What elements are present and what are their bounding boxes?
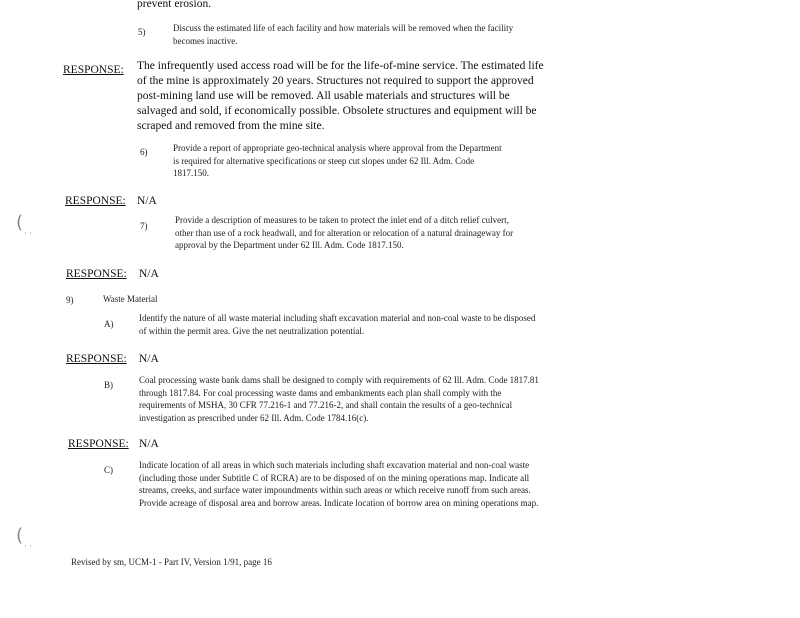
response-text-2: N/A <box>137 195 157 207</box>
item-a-text: Identify the nature of all waste material including shaft excavation material and non-coal waste to be disposed of within the permit area. Give the net neutralization potential. <box>139 313 536 336</box>
item-b-number: B) <box>104 380 113 390</box>
binder-hole-dots-lower: · · <box>24 542 32 551</box>
item-6-text: Provide a report of appropriate geo-technical analysis where approval from the Department is required for alternative specifications or steep cut slopes under 62 Ill. Adm. Code 1817.150. <box>173 143 502 178</box>
section-9-title: Waste Material <box>103 294 158 304</box>
response-text-4: N/A <box>139 353 159 365</box>
response-label-2: RESPONSE: <box>65 195 126 207</box>
item-c-number: C) <box>104 465 113 475</box>
response-text-1: The infrequently used access road will be for the life-of-mine service. The estimated life of the mine is approximately 20 years. Structures not required to support the approved post-mining land use will be removed. All usable materials and structures will be salvaged and sold, if economically possible. Obsolete structures and equipment will be scraped and removed from the mine site. <box>137 60 544 132</box>
binder-hole-mark-upper: ( <box>16 212 24 233</box>
section-9-number: 9) <box>66 295 74 305</box>
response-label-4: RESPONSE: <box>66 353 127 365</box>
binder-hole-dots-upper: · · <box>24 229 32 238</box>
item-5-text: Discuss the estimated life of each facility and how materials will be removed when the facility becomes inactive. <box>173 23 514 46</box>
response-label-3: RESPONSE: <box>66 268 127 280</box>
response-text-5: N/A <box>139 438 159 450</box>
response-label-5: RESPONSE: <box>68 438 129 450</box>
item-7-number: 7) <box>140 221 148 231</box>
binder-hole-mark-lower: ( <box>16 525 24 546</box>
item-7-text: Provide a description of measures to be taken to protect the inlet end of a ditch relief culvert, other than use of a rock headwall, and for alteration or relocation of a natural drainageway for approval by the Department under 62 Ill. Adm. Code 1817.150. <box>175 215 514 250</box>
page-footer: Revised by sm, UCM-1 - Part IV, Version 1/91, page 16 <box>71 557 272 567</box>
item-6-number: 6) <box>140 147 148 157</box>
item-5-number: 5) <box>138 27 146 37</box>
top-fragment-text: prevent erosion. <box>137 0 212 10</box>
item-a-number: A) <box>104 319 114 329</box>
response-text-3: N/A <box>139 268 159 280</box>
item-c-text: Indicate location of all areas in which such materials including shaft excavation material and non-coal waste (including those under Subtitle C of RCRA) are to be disposed of on the mining operations map. Indicate all streams, creeks, and surface water impoundments within such areas or which receive runoff from such areas. Provide acreage of disposal area and borrow areas. Indicate location of borrow area on mining operations map. <box>139 460 539 508</box>
item-b-text: Coal processing waste bank dams shall be designed to comply with requirements of 62 Ill. Adm. Code 1817.81 through 1817.84. For coal processing waste dams and embankments each plan shall comply with the requirements of MSHA, 30 CFR 77.216-1 and 77.216-2, and shall contain the results of a geo-technical investigation as prescribed under 62 Ill. Adm. Code 1784.16(c). <box>139 375 539 423</box>
response-label-1: RESPONSE: <box>63 64 124 76</box>
